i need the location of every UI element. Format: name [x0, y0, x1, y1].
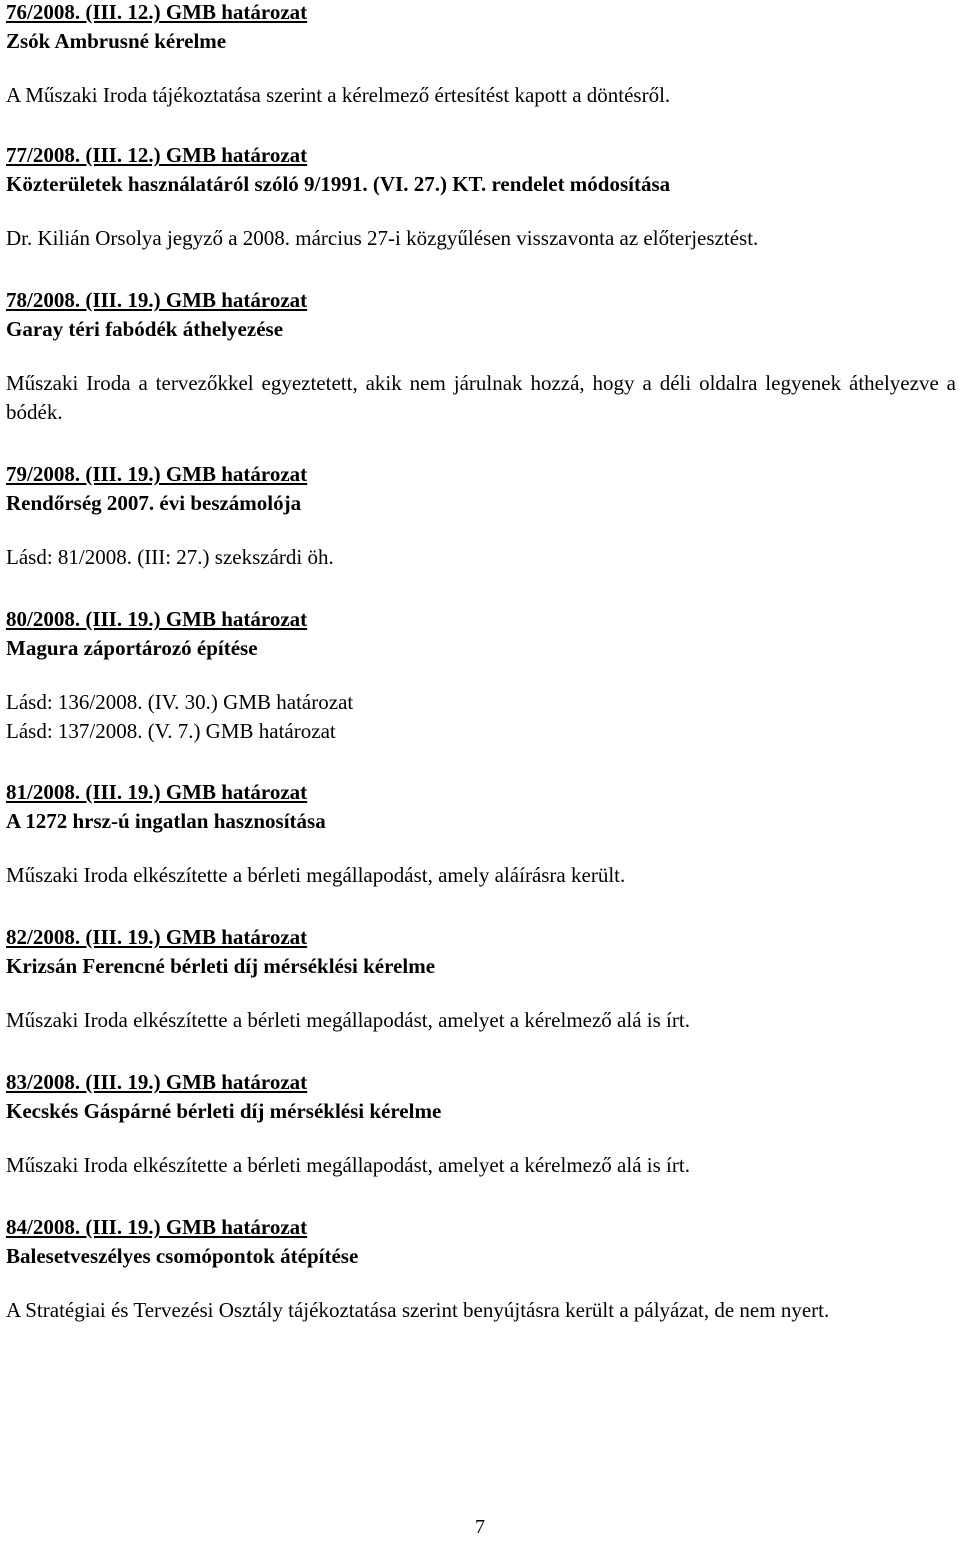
resolution-entry-76: [6, 0, 956, 110]
resolution-subject: Magura záportározó építése: [6, 636, 258, 660]
resolution-subject: Közterületek használatáról szóló 9/1991. (VI. 27.) KT. rendelet módosítása: [6, 172, 671, 196]
resolution-reference: 82/2008. (III. 19.) GMB határozat: [6, 925, 308, 949]
resolution-body: Műszaki Iroda elkészítette a bérleti megállapodást, amely aláírásra került.: [6, 863, 626, 887]
resolution-reference: 77/2008. (III. 12.) GMB határozat: [6, 143, 308, 167]
resolution-subject: Garay téri fabódék áthelyezése: [6, 317, 284, 341]
resolution-entry-78: [6, 286, 956, 427]
resolution-subject: Kecskés Gáspárné bérleti díj mérséklési kérelme: [6, 1099, 442, 1123]
resolution-entry-82: [6, 923, 956, 1035]
resolution-reference: 76/2008. (III. 12.) GMB határozat: [6, 0, 308, 24]
resolution-entry-79: [6, 460, 956, 572]
resolution-subject: Balesetveszélyes csomópontok átépítése: [6, 1244, 359, 1268]
resolution-body: A Stratégiai és Tervezési Osztály tájékoztatása szerint benyújtásra került a pályázat, de nem nyert.: [6, 1298, 830, 1322]
resolution-body: Lásd: 136/2008. (IV. 30.) GMB határozat: [6, 690, 354, 714]
resolution-reference: 84/2008. (III. 19.) GMB határozat: [6, 1215, 308, 1239]
resolution-reference: 80/2008. (III. 19.) GMB határozat: [6, 607, 308, 631]
resolution-body: Lásd: 81/2008. (III: 27.) szekszárdi öh.: [6, 545, 334, 569]
page-number: 7: [475, 1516, 485, 1538]
resolution-entry-80: [6, 605, 956, 746]
resolution-subject: Zsók Ambrusné kérelme: [6, 29, 227, 53]
resolution-subject: Rendőrség 2007. évi beszámolója: [6, 491, 302, 515]
resolution-reference: 83/2008. (III. 19.) GMB határozat: [6, 1070, 308, 1094]
resolution-body: Műszaki Iroda elkészítette a bérleti megállapodást, amelyet a kérelmező alá is írt.: [6, 1153, 690, 1177]
resolution-body: Műszaki Iroda elkészítette a bérleti megállapodást, amelyet a kérelmező alá is írt.: [6, 1008, 690, 1032]
resolution-subject: A 1272 hrsz-ú ingatlan hasznosítása: [6, 809, 326, 833]
resolution-subject: Krizsán Ferencné bérleti díj mérséklési kérelme: [6, 954, 436, 978]
resolution-reference: 79/2008. (III. 19.) GMB határozat: [6, 462, 308, 486]
resolution-entry-84: [6, 1213, 956, 1325]
resolution-body: Dr. Kilián Orsolya jegyző a 2008. március 27-i közgyűlésen visszavonta az előterjesztést.: [6, 226, 759, 250]
resolution-reference: 81/2008. (III. 19.) GMB határozat: [6, 780, 308, 804]
resolution-entry-77: [6, 141, 956, 253]
resolution-body: A Műszaki Iroda tájékoztatása szerint a kérelmező értesítést kapott a döntésről.: [6, 83, 671, 107]
resolution-body: Műszaki Iroda a tervezőkkel egyeztetett, akik nem járulnak hozzá, hogy a déli oldalra legyenek áthelyezve a bódék.: [6, 371, 956, 424]
resolution-entry-83: [6, 1068, 956, 1180]
resolution-body: Lásd: 137/2008. (V. 7.) GMB határozat: [6, 719, 336, 743]
resolution-entry-81: [6, 778, 956, 890]
resolution-reference: 78/2008. (III. 19.) GMB határozat: [6, 288, 308, 312]
